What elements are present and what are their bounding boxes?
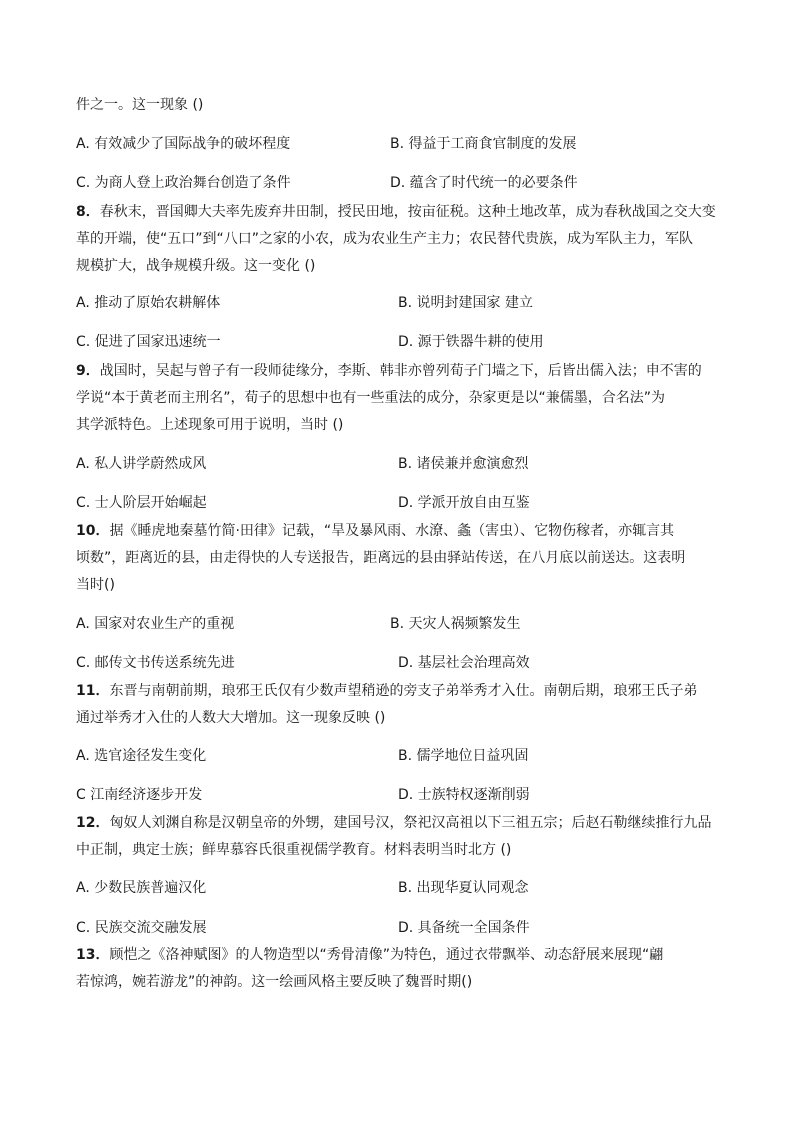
q10-stem-line-3: 当时(): [76, 577, 115, 593]
q9-option-c: C. 士人阶层开始崛起: [76, 495, 207, 511]
q7-option-a: A. 有效减少了国际战争的破坏程度: [76, 136, 291, 152]
q11-text-1: 东晋与南朝前期，琅邪王氏仅有少数声望稍逊的旁支子弟举秀才入仕。南朝后期，琅邪王氏子弟: [109, 683, 698, 699]
q10-number: 10．: [76, 523, 110, 539]
q11-stem-line-1: [76, 681, 697, 701]
q10-option-d: D. 基层社会治理高效: [398, 655, 530, 671]
q8-option-c: C. 促进了国家迅速统一: [76, 334, 221, 350]
q7-option-b: B. 得益于工商食官制度的发展: [390, 136, 577, 152]
q11-option-d: D. 士族特权逐渐削弱: [398, 787, 530, 803]
q8-number: 8．: [76, 204, 100, 220]
q12-option-c: C. 民族交流交融发展: [76, 920, 207, 936]
q9-option-d: D. 学派开放自由互鉴: [398, 495, 530, 511]
q11-option-c: C 江南经济逐步开发: [76, 787, 203, 803]
q11-option-b: B. 儒学地位日益巩固: [398, 748, 529, 764]
q13-number: 13．: [76, 947, 110, 963]
q12-text-1: 匈奴人刘渊自称是汉朝皇帝的外甥，建国号汉，祭祀汉高祖以下三祖五宗；后赵石勒继续推行九品: [109, 815, 712, 831]
q12-number: 12．: [76, 815, 110, 831]
q10-stem-line-1: [76, 521, 674, 541]
q12-option-d: D. 具备统一全国条件: [398, 920, 530, 936]
q11-option-a: A. 选官途径发生变化: [76, 748, 207, 764]
q11-number: 11．: [76, 683, 110, 699]
q10-stem-line-2: 顷数”，距离近的县，由走得快的人专送报告，距离远的县由驿站传送，在八月底以前送达。这表明: [76, 550, 686, 566]
q9-stem-line-1: [76, 361, 702, 381]
q8-stem-line-1: [76, 202, 716, 222]
q7-option-c: C. 为商人登上政治舞台创造了条件: [76, 175, 291, 191]
q12-option-b: B. 出现华夏认同观念: [398, 880, 529, 896]
q13-stem-line-1: [76, 945, 663, 965]
q7-option-d: D. 蕴含了时代统一的必要条件: [390, 175, 578, 191]
q8-stem-line-3: 规模扩大，战争规模升级。这一变化 (): [76, 258, 316, 274]
q8-stem-line-2: 革的开端，使“五口”到“八口”之家的小农，成为农业生产主力；农民替代贵族，成为军队主力，军队: [76, 231, 694, 247]
q9-text-1: 战国时，吴起与曾子有一段师徒缘分，李斯、韩非亦曾列荀子门墙之下，后皆出儒入法；申不害的: [99, 363, 702, 379]
q12-stem-line-2: 中正制，典定士族；鲜卑慕容氏很重视儒学教育。材料表明当时北方 (): [76, 842, 512, 858]
q10-text-1: 据《睡虎地秦墓竹简·田律》记载，“旱及暴风雨、水潦、螽（害虫）、它物伤稼者，亦辄言其: [109, 523, 675, 539]
q9-stem-line-2: 学说“本于黄老而主刑名”，荀子的思想中也有一些重法的成分，杂家更是以“兼儒墨，合名法”为: [76, 390, 666, 406]
q8-option-b: B. 说明封建国家 建立: [398, 295, 533, 311]
q9-stem-line-3: 其学派特色。上述现象可用于说明，当时 (): [76, 417, 344, 433]
q10-option-c: C. 邮传文书传送系统先进: [76, 655, 235, 671]
q9-option-b: B. 诸侯兼并愈演愈烈: [398, 456, 529, 472]
q10-option-a: A. 国家对农业生产的重视: [76, 616, 235, 632]
q8-text-1: 春秋末，晋国卿大夫率先废弃井田制，授民田地，按亩征税。这种土地改革，成为春秋战国之交大变: [99, 204, 716, 220]
intro-line: 件之一。这一现象 (): [76, 97, 204, 113]
q8-option-d: D. 源于铁器牛耕的使用: [398, 334, 544, 350]
q8-option-a: A. 推动了原始农耕解体: [76, 295, 221, 311]
q13-text-1: 顾恺之《洛神赋图》的人物造型以“秀骨清像”为特色，通过衣带飘举、动态舒展来展现“翩: [109, 947, 664, 963]
q11-stem-line-2: 通过举秀才入仕的人数大大增加。这一现象反映 (): [76, 710, 386, 726]
q9-option-a: A. 私人讲学蔚然成风: [76, 456, 207, 472]
q13-stem-line-2: 若惊鸿，婉若游龙”的神韵。这一绘画风格主要反映了魏晋时期(): [76, 974, 473, 990]
q9-number: 9．: [76, 363, 100, 379]
q10-option-b: B. 天灾人祸频繁发生: [390, 616, 521, 632]
q12-option-a: A. 少数民族普遍汉化: [76, 880, 207, 896]
q12-stem-line-1: [76, 813, 711, 833]
